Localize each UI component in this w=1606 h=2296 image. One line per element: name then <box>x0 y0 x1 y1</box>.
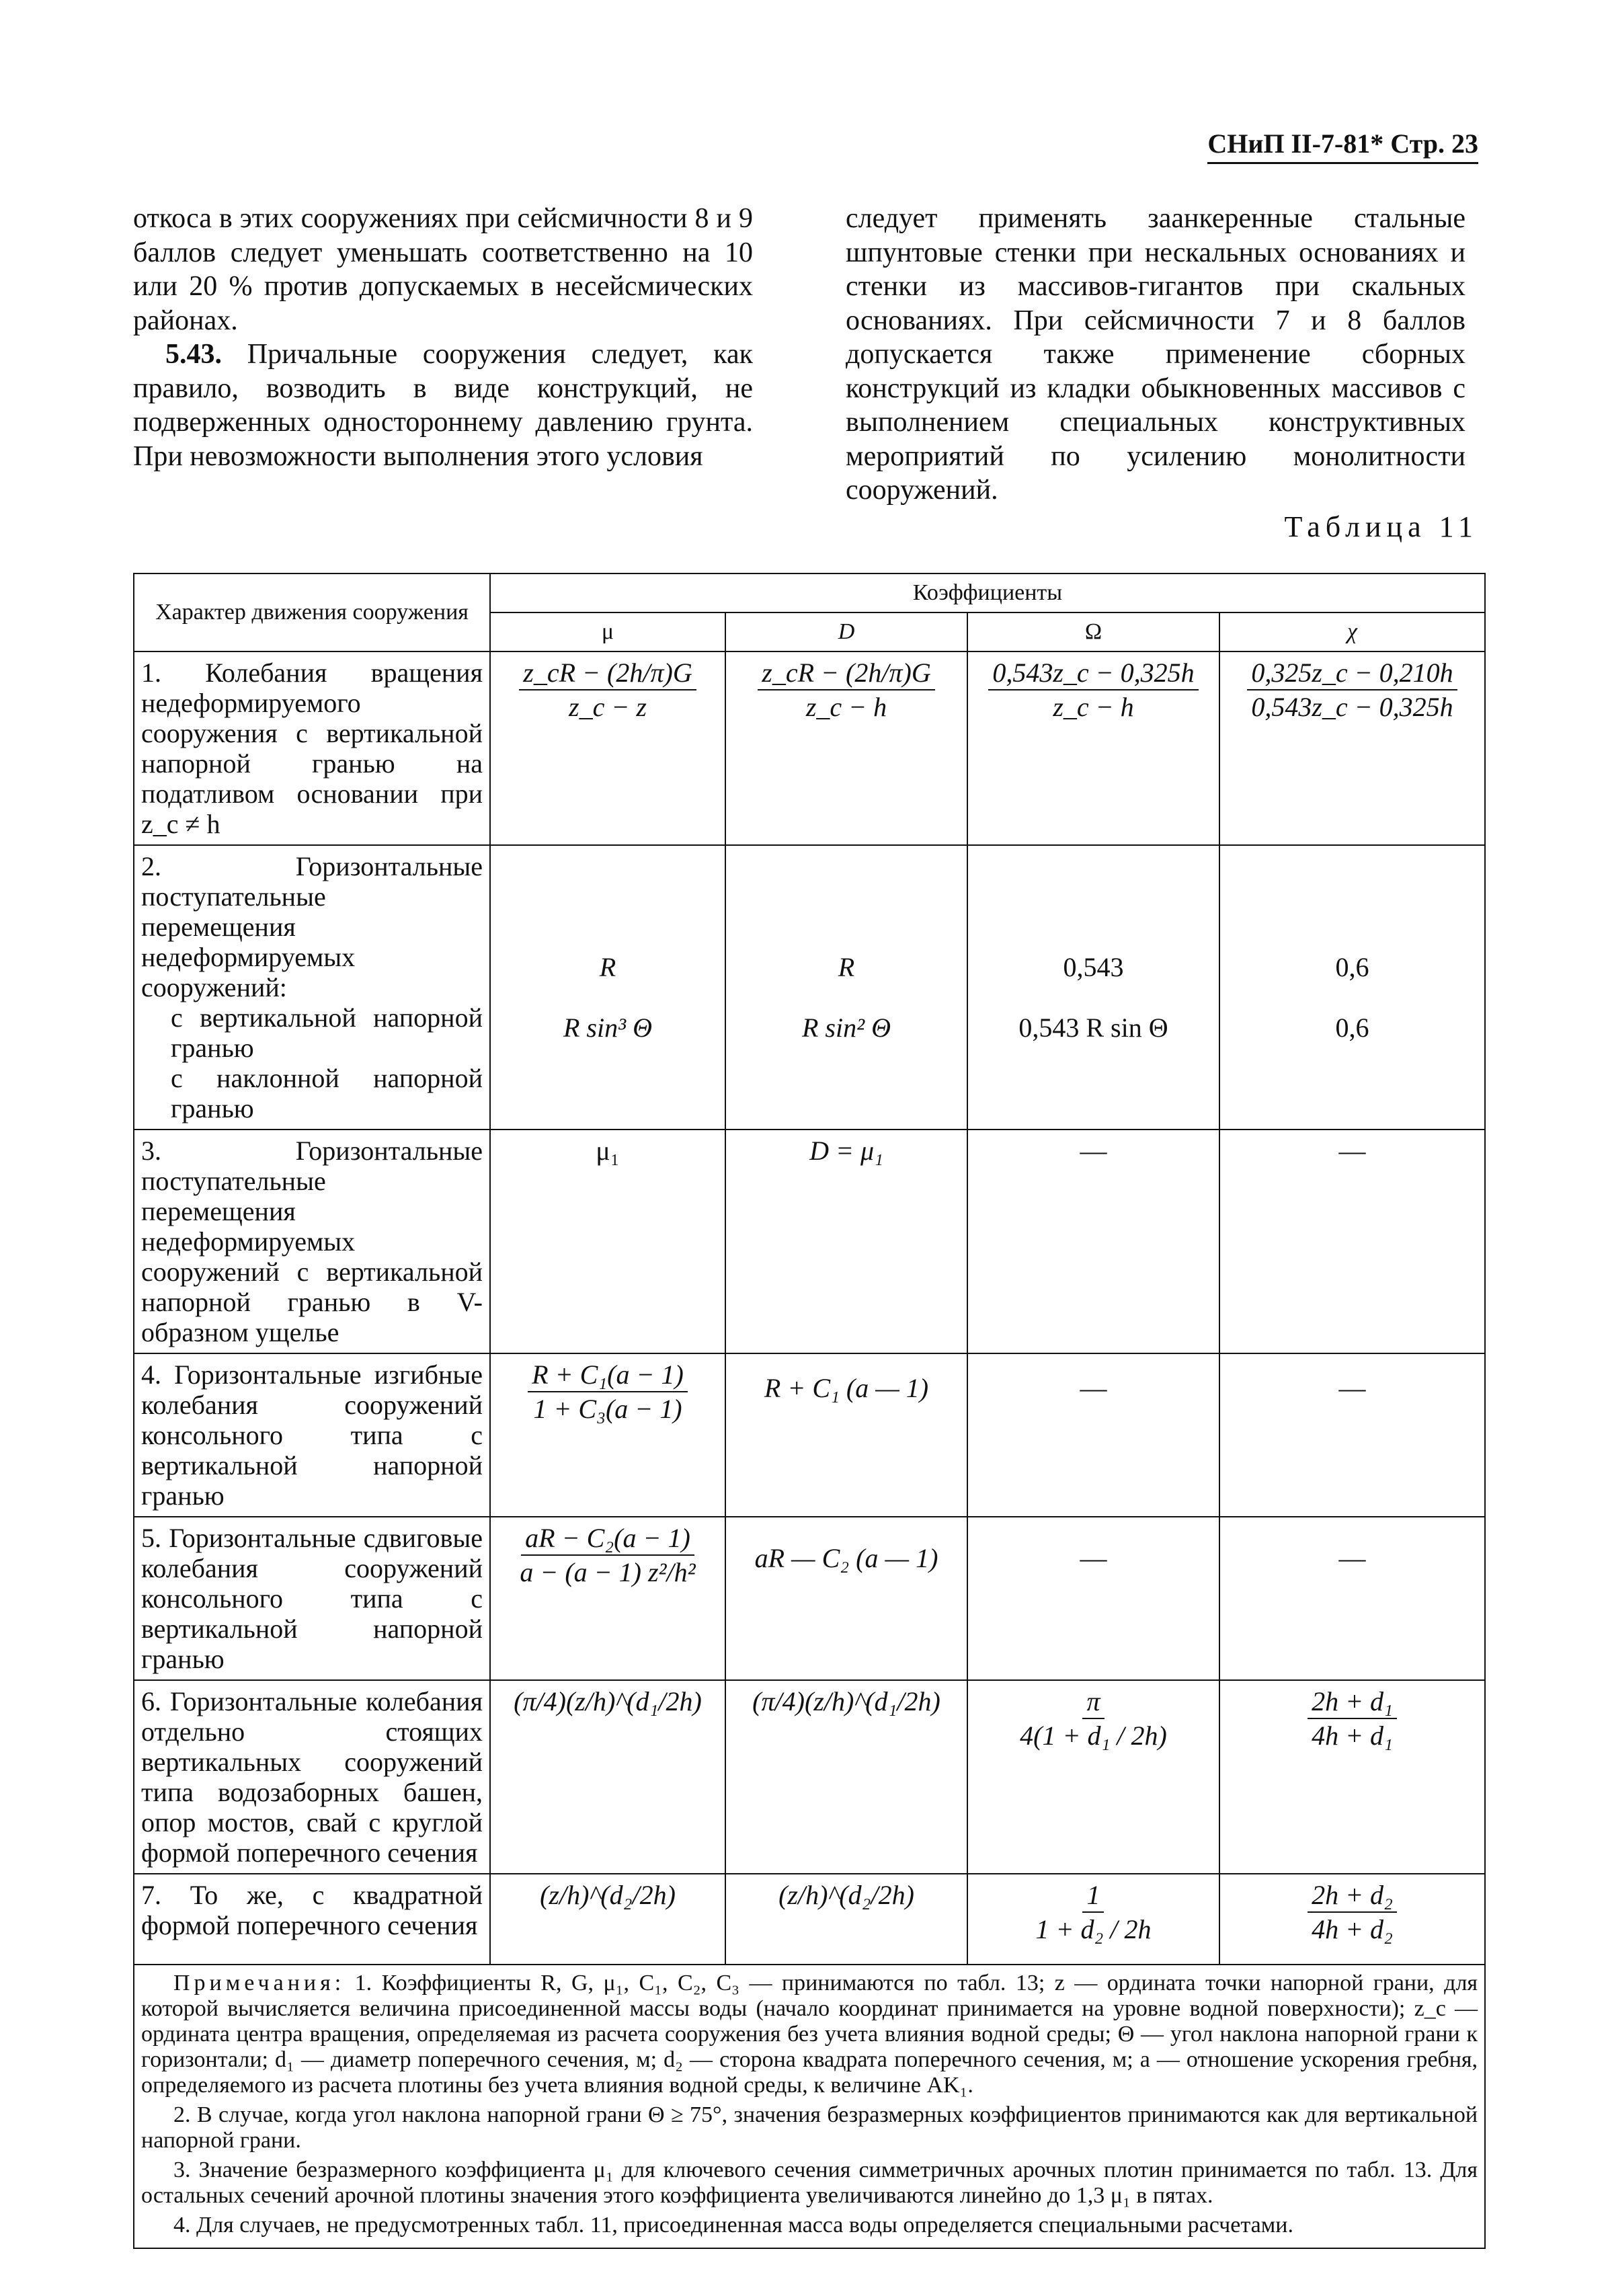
clause-number: 5.43. <box>165 339 222 370</box>
cell-mu: $\frac{z\_cR - (2h/\pi)G}{z\_c - z}$ <box>490 651 725 845</box>
row-description: 1. Колебания вращения недеформируемого сооружения с вертикальной напорной гранью на податливом основании при z_c ≠ h <box>134 651 490 845</box>
cell-mu: (z/h)^(d₂/2h) <box>490 1874 725 1965</box>
cell-chi: $\frac{\text{2h + d₁}}{\text{4h + d₁}}$ <box>1219 1680 1485 1874</box>
cell-D: aR — C₂ (a — 1) <box>725 1517 967 1680</box>
cell-chi: $\frac{\text{2h + d₂}}{\text{4h + d₂}}$ <box>1219 1874 1485 1965</box>
paragraph-continuation: откоса в этих сооружениях при сейсмичности 8 и 9 баллов следует уменьшать соответственно на 10 или 20 % против допускаемых в несейсмических районах. <box>133 203 753 336</box>
cell-D: R + C₁ (a — 1) <box>725 1353 967 1517</box>
row-description: 6. Горизонтальные колебания отдельно стоящих вертикальных сооружений типа водозаборных башен, опор мостов, свай с круглой формой поперечного сечения <box>134 1680 490 1874</box>
cell-Omega: 0,543 0,543 R sin Θ <box>967 845 1219 1130</box>
row-description: 7. То же, с квадратной формой поперечного сечения <box>134 1874 490 1965</box>
table-row <box>134 1517 1485 1680</box>
cell-mu: μ₁ <box>490 1130 725 1353</box>
paragraph-right: следует применять заанкеренные стальные шпунтовые стенки при нескальных основаниях и стенки из массивов-гигантов при скальных основаниях. При сейсмичности 7 и 8 баллов допускается также применение сборных конструкций из кладки обыкновенных массивов с выполнением специальных конструктивных мероприятий по усилению монолитности сооружений. <box>846 203 1466 506</box>
clause-text: Причальные сооружения следует, как правило, возводить в виде конструкций, не подверженных одностороннему давлению грунта. При невозможности выполнения этого условия <box>133 339 753 472</box>
header-motion: Характер движения сооружения <box>134 573 490 651</box>
row-description: 4. Горизонтальные изгибные колебания сооружений консольного типа с вертикальной напорной гранью <box>134 1353 490 1517</box>
cell-mu: R R sin³ Θ <box>490 845 725 1130</box>
cell-D: (π/4)(z/h)^(d₁/2h) <box>725 1680 967 1874</box>
cell-chi: — <box>1219 1353 1485 1517</box>
cell-chi: $\frac{0,325z\_c - 0,210h}{0,543z\_c - 0,325h}$ <box>1219 651 1485 845</box>
note-2: 2. В случае, когда угол наклона напорной грани Θ ≥ 75°, значения безразмерных коэффициентов принимаются как для вертикальной напорной грани. <box>141 2102 1478 2153</box>
cell-Omega: $\frac{1}{\text{1 + d₂ / 2h}}$ <box>967 1874 1219 1965</box>
row-description: 3. Горизонтальные поступательные перемещения недеформируемых сооружений с вертикальной напорной гранью в V-образном ущелье <box>134 1130 490 1353</box>
table-label: Таблица 11 <box>1284 510 1478 543</box>
cell-D: R R sin² Θ <box>725 845 967 1130</box>
header-D: D <box>725 612 967 651</box>
header-coefficients: Коэффициенты <box>490 573 1485 612</box>
table-row <box>134 1353 1485 1517</box>
header-mu: μ <box>490 612 725 651</box>
paragraph-5-43 <box>133 338 753 473</box>
coefficients-table <box>133 573 1486 2249</box>
cell-Omega: $\frac{0,543z\_c - 0,325h}{z\_c - h}$ <box>967 651 1219 845</box>
cell-chi: 0,6 0,6 <box>1219 845 1485 1130</box>
row-description: 2. Горизонтальные поступательные перемещения недеформируемых сооружений: с вертикальной напорной гранью с наклонной напорной гранью <box>134 845 490 1130</box>
notes-row <box>134 1965 1485 2248</box>
cell-D: D = μ₁ <box>725 1130 967 1353</box>
cell-Omega: — <box>967 1130 1219 1353</box>
cell-mu: $\frac{\text{R + C₁(a − 1)}}{\text{1 + C₃(a − 1)}}$ <box>490 1353 725 1517</box>
cell-D: $\frac{z\_cR - (2h/\pi)G}{z\_c - h}$ <box>725 651 967 845</box>
cell-Omega: $\frac{\pi}{\text{4(1 + d₁ / 2h)}}$ <box>967 1680 1219 1874</box>
left-column <box>133 202 753 473</box>
cell-chi: — <box>1219 1130 1485 1353</box>
table-header-row <box>134 573 1485 612</box>
table-notes <box>134 1965 1485 2248</box>
cell-Omega: — <box>967 1517 1219 1680</box>
table-row <box>134 1680 1485 1874</box>
notes-title: Примечания: <box>173 1971 346 1995</box>
note-1: 1. Коэффициенты R, G, μ₁, C₁, C₂, C₃ — принимаются по табл. 13; z — ордината точки напорной грани, для которой вычисляется величина присоединенной массы воды (начало координат принимается на уровне водной поверхности); z_c — ордината центра вращения, определяемая из расчета сооружения без учета влияния водной среды; Θ — угол наклона напорной грани к горизонтали; d₁ — диаметр поперечного сечения, м; d₂ — сторона квадрата поперечного сечения, м; a — отношение ускорения гребня, определяемого из расчета плотины без учета влияния водной среды, к величине AK₁. <box>141 1971 1478 2098</box>
header-Omega: Ω <box>967 612 1219 651</box>
note-4: 4. Для случаев, не предусмотренных табл. 11, присоединенная масса воды определяется специальными расчетами. <box>173 2213 1293 2238</box>
table-row <box>134 651 1485 845</box>
row-description: 5. Горизонтальные сдвиговые колебания сооружений консольного типа с вертикальной напорной гранью <box>134 1517 490 1680</box>
cell-mu: (π/4)(z/h)^(d₁/2h) <box>490 1680 725 1874</box>
table-row <box>134 845 1485 1130</box>
cell-mu: $\frac{\text{aR − C₂(a − 1)}}{\text{a − (a − 1) z²/h²}}$ <box>490 1517 725 1680</box>
right-column <box>846 202 1466 508</box>
table-row <box>134 1874 1485 1965</box>
table-row <box>134 1130 1485 1353</box>
page-header: СНиП II-7-81* Стр. 23 <box>1207 128 1478 164</box>
cell-Omega: — <box>967 1353 1219 1517</box>
header-chi: χ <box>1219 612 1485 651</box>
note-3: 3. Значение безразмерного коэффициента μ₁ для ключевого сечения симметричных арочных плотин принимается по табл. 13. Для остальных сечений арочной плотины значения этого коэффициента увеличиваются линейно до 1,3 μ₁ в пятах. <box>141 2158 1478 2208</box>
cell-D: (z/h)^(d₂/2h) <box>725 1874 967 1965</box>
cell-chi: — <box>1219 1517 1485 1680</box>
